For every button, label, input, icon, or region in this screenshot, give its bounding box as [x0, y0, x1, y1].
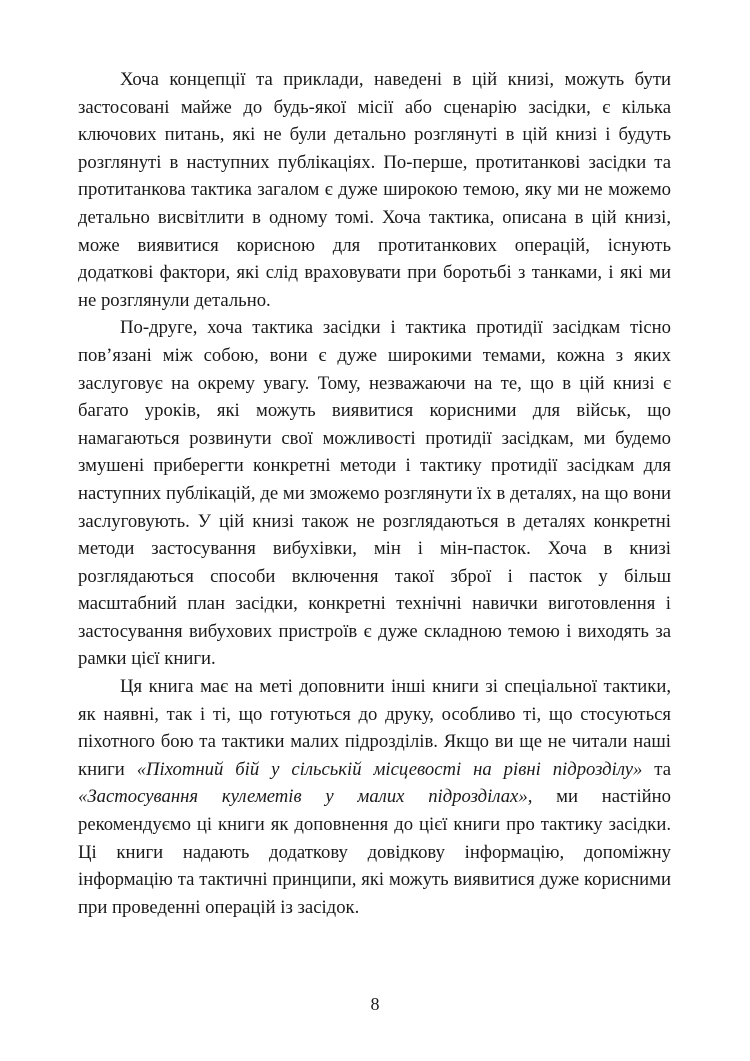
- paragraph-1: Хоча концепції та приклади, наведені в цій книзі, можуть бути застосовані майже до будь-якої місії або сценарію засідки, є кілька ключових питань, які не були детально розглянуті в цій книзі і будуть розглянуті в наступних публікаціях. По-перше, протитанкові засідки та протитанкова тактика загалом є дуже широкою темою, яку ми не можемо детально висвітлити в одному томі. Хоча тактика, описана в цій книзі, може виявитися корисною для протитанкових операцій, існують додаткові фактори, які слід враховувати при боротьбі з танками, і які ми не розглянули детально.: [78, 69, 671, 311]
- page-number: 8: [370, 994, 380, 1014]
- paragraph-3-intro: Ця книга має на меті доповнити інші книги зі спеціальної тактики, як наявні, так і ті, що готуються до друку, особливо ті, що стосуються піхотного бою та тактики малих підрозділів. Якщо ви ще не читали наші книги: [78, 676, 671, 780]
- book-title-infantry-combat: «Піхотний бій у сільській місцевості на рівні підрозділу»: [136, 758, 643, 780]
- paragraph-3-ending: , ми настійно рекомендуємо ці книги як доповнення до цієї книги про тактику засідки. Ці книги надають додаткову довідкову інформацію, допоміжну інформацію та тактичні принципи, які можуть виявитися дуже корисними при проведенні операцій із засідок.: [78, 786, 672, 918]
- book-title-machine-guns: «Застосування кулеметів у малих підрозділах»: [78, 786, 528, 808]
- paragraph-3: [78, 673, 671, 921]
- paragraph-2: По-друге, хоча тактика засідки і тактика протидії засідкам тісно пов’язані між собою, вони є дуже широкими темами, кожна з яких заслуговує на окрему увагу. Тому, незважаючи на те, що в цій книзі є багато уроків, які можуть виявитися корисними для військ, що намагаються розвинути свої можливості протидії засідкам, ми будемо змушені приберегти конкретні методи і тактику протидії засідкам для наступних публікацій, де ми зможемо розглянути їх в деталях, на що вони заслуговують. У цій книзі також не розглядаються в деталях конкретні методи застосування вибухівки, мін і мін-пасток. Хоча в книзі розглядаються способи включення такої зброї і пасток у більш масштабний план засідки, конкретні технічні навички виготовлення і застосування вибухових пристроїв є дуже складною темою і виходять за рамки цієї книги.: [78, 317, 671, 670]
- paragraph-3-conjunction: та: [642, 758, 671, 780]
- body-text: [78, 66, 671, 921]
